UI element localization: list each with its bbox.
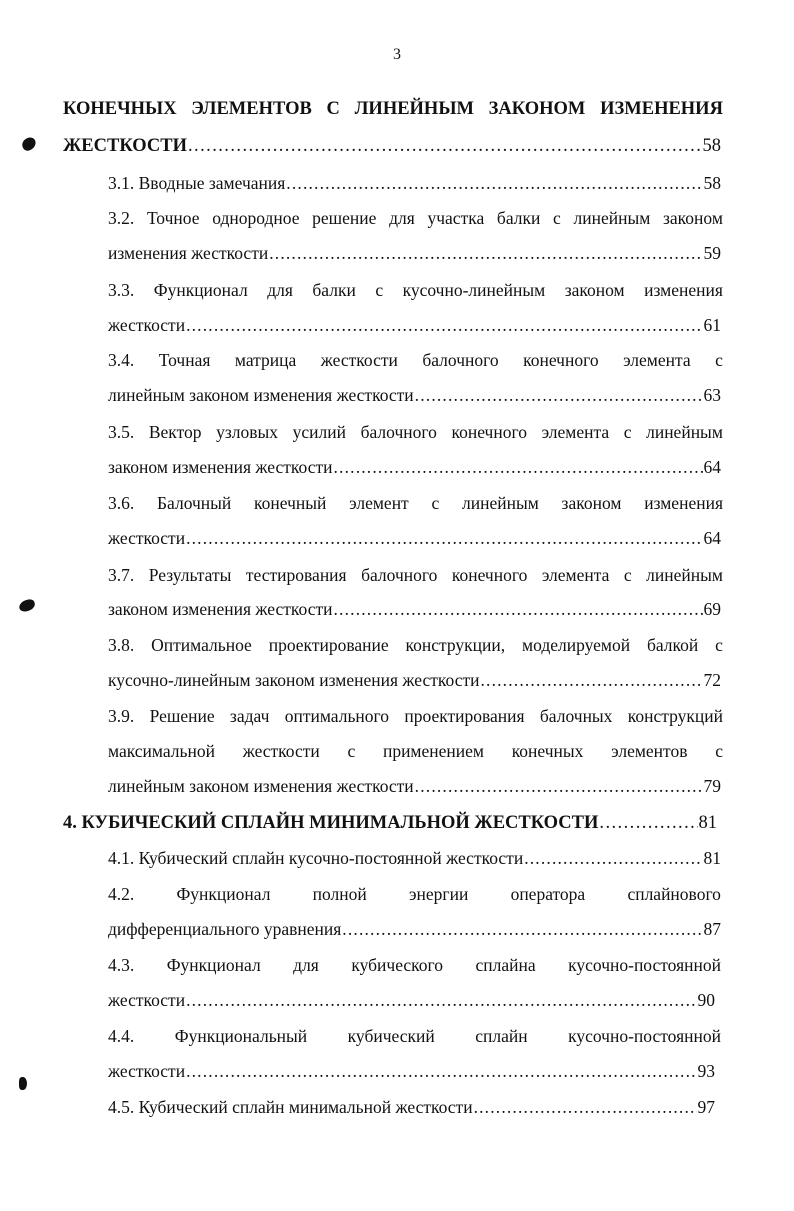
toc-entry-4-2-line-2[interactable] <box>108 916 721 942</box>
page-ref: 90 <box>697 990 715 1010</box>
dot-leader <box>474 1094 697 1120</box>
entry-title: 3.1. Вводные замечания <box>108 173 286 193</box>
word: конструкции, <box>405 635 506 655</box>
entry-title: кусочно-линейным законом изменения жесткости <box>108 670 480 690</box>
word: изменения <box>644 493 723 513</box>
word: проектирование <box>268 635 389 655</box>
word: Функционал <box>153 280 248 300</box>
word: 3.9. <box>108 706 135 726</box>
toc-entry-3-7-line-1[interactable] <box>108 562 723 588</box>
toc-entry-3-6-line-2[interactable] <box>108 525 721 551</box>
toc-entry-3-4-line-1[interactable] <box>108 347 723 373</box>
page-ref: 59 <box>703 243 721 263</box>
toc-entry-4-5[interactable] <box>108 1094 715 1120</box>
word: законом <box>564 280 625 300</box>
word: 4.2. <box>108 884 135 904</box>
word: Точная <box>158 350 211 370</box>
dot-leader <box>188 133 702 159</box>
word: задач <box>229 706 270 726</box>
word: кусочно-линейным <box>402 280 546 300</box>
word: проектирования <box>404 706 525 726</box>
word: с <box>623 565 632 585</box>
word: ЗАКОНОМ <box>488 99 586 119</box>
toc-entry-4-4-line-1[interactable] <box>108 1023 721 1049</box>
word: изменения <box>644 280 723 300</box>
chapter-3-title-line-2: ЖЕСТКОСТИ <box>63 136 187 156</box>
word: 3.8. <box>108 635 135 655</box>
word: 3.3. <box>108 280 135 300</box>
toc-entry-4-2-line-1[interactable] <box>108 881 721 907</box>
word: полной <box>312 884 367 904</box>
toc-entry-3-3-line-1[interactable] <box>108 277 723 303</box>
page-ref: 61 <box>703 315 721 335</box>
word: балочного <box>422 350 499 370</box>
word: балочного <box>360 422 437 442</box>
dot-leader <box>186 525 702 551</box>
word: Функционал <box>166 955 261 975</box>
word: элемент <box>349 493 409 513</box>
word: элементов <box>611 741 688 761</box>
dot-leader <box>342 916 702 942</box>
chapter-3-entry[interactable] <box>63 133 721 159</box>
word: элемента <box>623 350 691 370</box>
word: ЛИНЕЙНЫМ <box>354 99 474 119</box>
entry-title: жесткости <box>108 990 186 1010</box>
toc-entry-3-8-line-1[interactable] <box>108 632 723 658</box>
word: конечного <box>451 422 527 442</box>
word: Результаты <box>148 565 232 585</box>
word: балочного <box>361 565 438 585</box>
word: с <box>715 741 723 761</box>
page-ref: 79 <box>703 776 721 796</box>
page-ref: 58 <box>702 136 721 156</box>
toc-entry-3-5-line-1[interactable] <box>108 419 723 445</box>
word: сплайна <box>475 955 536 975</box>
word: сплайн <box>475 1026 528 1046</box>
toc-entry-4-3-line-2[interactable] <box>108 987 715 1013</box>
word: конечный <box>254 493 327 513</box>
word: линейным <box>462 493 539 513</box>
entry-title: жесткости <box>108 1061 186 1081</box>
dot-leader <box>334 596 703 622</box>
word: жесткости <box>320 350 398 370</box>
word: с <box>623 422 632 442</box>
page-ref: 63 <box>703 385 721 405</box>
word: с <box>715 350 723 370</box>
word: законом <box>561 493 622 513</box>
page-ref: 81 <box>703 848 721 868</box>
page-ref: 87 <box>703 919 721 939</box>
word: балкой <box>646 635 699 655</box>
word: 4.3. <box>108 955 135 975</box>
word: С <box>326 99 340 119</box>
word: узловых <box>216 422 279 442</box>
word: Функционал <box>176 884 271 904</box>
word: балочных <box>539 706 613 726</box>
word: 3.5. <box>108 422 135 442</box>
word: 3.2. <box>108 208 135 228</box>
dot-leader <box>415 382 703 408</box>
word: Функциональный <box>174 1026 308 1046</box>
word: Балочный <box>157 493 232 513</box>
dot-leader <box>480 667 702 693</box>
word: законом <box>663 208 723 228</box>
page-ref: 58 <box>703 173 721 193</box>
word: для <box>267 280 293 300</box>
page-ref: 69 <box>703 599 721 619</box>
word: 3.6. <box>108 493 135 513</box>
word: конструкций <box>627 706 723 726</box>
word: участка <box>427 208 485 228</box>
entry-title: дифференциального уравнения <box>108 919 342 939</box>
page-ref: 97 <box>697 1097 715 1117</box>
word: ЭЛЕМЕНТОВ <box>191 99 312 119</box>
word: конечного <box>523 350 599 370</box>
page-ref: 93 <box>697 1061 715 1081</box>
dot-leader <box>524 845 702 871</box>
word: кубический <box>347 1026 435 1046</box>
word: максимальной <box>108 741 215 761</box>
toc-entry-4-4-line-2[interactable] <box>108 1058 715 1084</box>
page-ref: 81 <box>698 813 717 833</box>
word: Вектор <box>148 422 202 442</box>
chapter-3-title-line-1 <box>63 96 723 122</box>
word: конечного <box>451 565 528 585</box>
entry-title: законом изменения жесткости <box>108 457 333 477</box>
word: однородное <box>212 208 300 228</box>
word: 3.7. <box>108 565 135 585</box>
word: с <box>715 635 723 655</box>
toc-entry-4-1[interactable] <box>108 845 721 871</box>
word: КОНЕЧНЫХ <box>63 99 177 119</box>
word: усилий <box>292 422 346 442</box>
toc-entry-3-1[interactable] <box>108 170 721 196</box>
word: оператора <box>510 884 586 904</box>
toc-entry-3-4-line-2[interactable] <box>108 382 721 408</box>
toc-entry-3-2-line-2[interactable] <box>108 240 721 266</box>
entry-title: изменения жесткости <box>108 243 269 263</box>
word: Оптимальное <box>151 635 252 655</box>
word: применением <box>382 741 484 761</box>
word: с <box>431 493 440 513</box>
word: 3.4. <box>108 350 135 370</box>
word: с <box>375 280 384 300</box>
toc-entry-3-9-line-1[interactable] <box>108 703 723 729</box>
dot-leader <box>186 1058 696 1084</box>
dot-leader <box>415 773 703 799</box>
toc-entry-3-6-line-1[interactable] <box>108 490 723 516</box>
page-ref: 72 <box>703 670 721 690</box>
dot-leader <box>269 240 702 266</box>
word: энергии <box>409 884 469 904</box>
word: элемента <box>541 422 610 442</box>
toc-entry-3-7-line-2[interactable] <box>108 596 721 622</box>
toc-entry-3-5-line-2[interactable] <box>108 454 721 480</box>
entry-title: линейным законом изменения жесткости <box>108 776 414 796</box>
entry-title: жесткости <box>108 528 186 548</box>
chapter-4-title: 4. КУБИЧЕСКИЙ СПЛАЙН МИНИМАЛЬНОЙ ЖЕСТКОСТИ <box>63 813 599 833</box>
word: с <box>553 208 561 228</box>
page-number: 3 <box>393 46 401 63</box>
toc-entry-3-2-line-1[interactable] <box>108 205 723 231</box>
toc-entry-3-8-line-2[interactable] <box>108 667 721 693</box>
word: линейным <box>646 422 723 442</box>
toc-entry-3-9-line-3[interactable] <box>108 773 721 799</box>
dot-leader <box>186 312 702 338</box>
toc-entry-3-9-line-2[interactable] <box>108 738 723 764</box>
entry-title: линейным законом изменения жесткости <box>108 385 414 405</box>
chapter-4-entry[interactable] <box>63 810 717 836</box>
word: кубического <box>351 955 444 975</box>
word: оптимального <box>284 706 390 726</box>
word: Решение <box>149 706 215 726</box>
dot-leader <box>186 987 696 1013</box>
entry-title: 4.1. Кубический сплайн кусочно-постоянной жесткости <box>108 848 524 868</box>
word: элемента <box>541 565 610 585</box>
dot-leader <box>599 810 697 836</box>
word: линейным <box>573 208 651 228</box>
word: балки <box>496 208 541 228</box>
word: для <box>293 955 319 975</box>
word: Точное <box>146 208 200 228</box>
word: сплайнового <box>627 884 721 904</box>
page-ref: 64 <box>703 528 721 548</box>
entry-title: 4.5. Кубический сплайн минимальной жесткости <box>108 1097 473 1117</box>
dot-leader <box>286 170 702 196</box>
word: линейным <box>646 565 723 585</box>
dot-leader <box>334 454 703 480</box>
word: кусочно-постоянной <box>568 955 721 975</box>
toc-entry-3-3-line-2[interactable] <box>108 312 721 338</box>
page-ref: 64 <box>703 457 721 477</box>
word: для <box>389 208 415 228</box>
entry-title: жесткости <box>108 315 186 335</box>
word: с <box>347 741 356 761</box>
word: моделируемой <box>522 635 631 655</box>
word: 4.4. <box>108 1026 135 1046</box>
entry-title: законом изменения жесткости <box>108 599 333 619</box>
word: ИЗМЕНЕНИЯ <box>600 99 723 119</box>
scan-blot-3 <box>19 1077 27 1090</box>
word: конечных <box>511 741 584 761</box>
word: матрица <box>234 350 297 370</box>
toc-entry-4-3-line-1[interactable] <box>108 952 721 978</box>
word: балки <box>312 280 356 300</box>
word: кусочно-постоянной <box>568 1026 721 1046</box>
word: тестирования <box>245 565 347 585</box>
word: решение <box>312 208 377 228</box>
word: жесткости <box>242 741 320 761</box>
